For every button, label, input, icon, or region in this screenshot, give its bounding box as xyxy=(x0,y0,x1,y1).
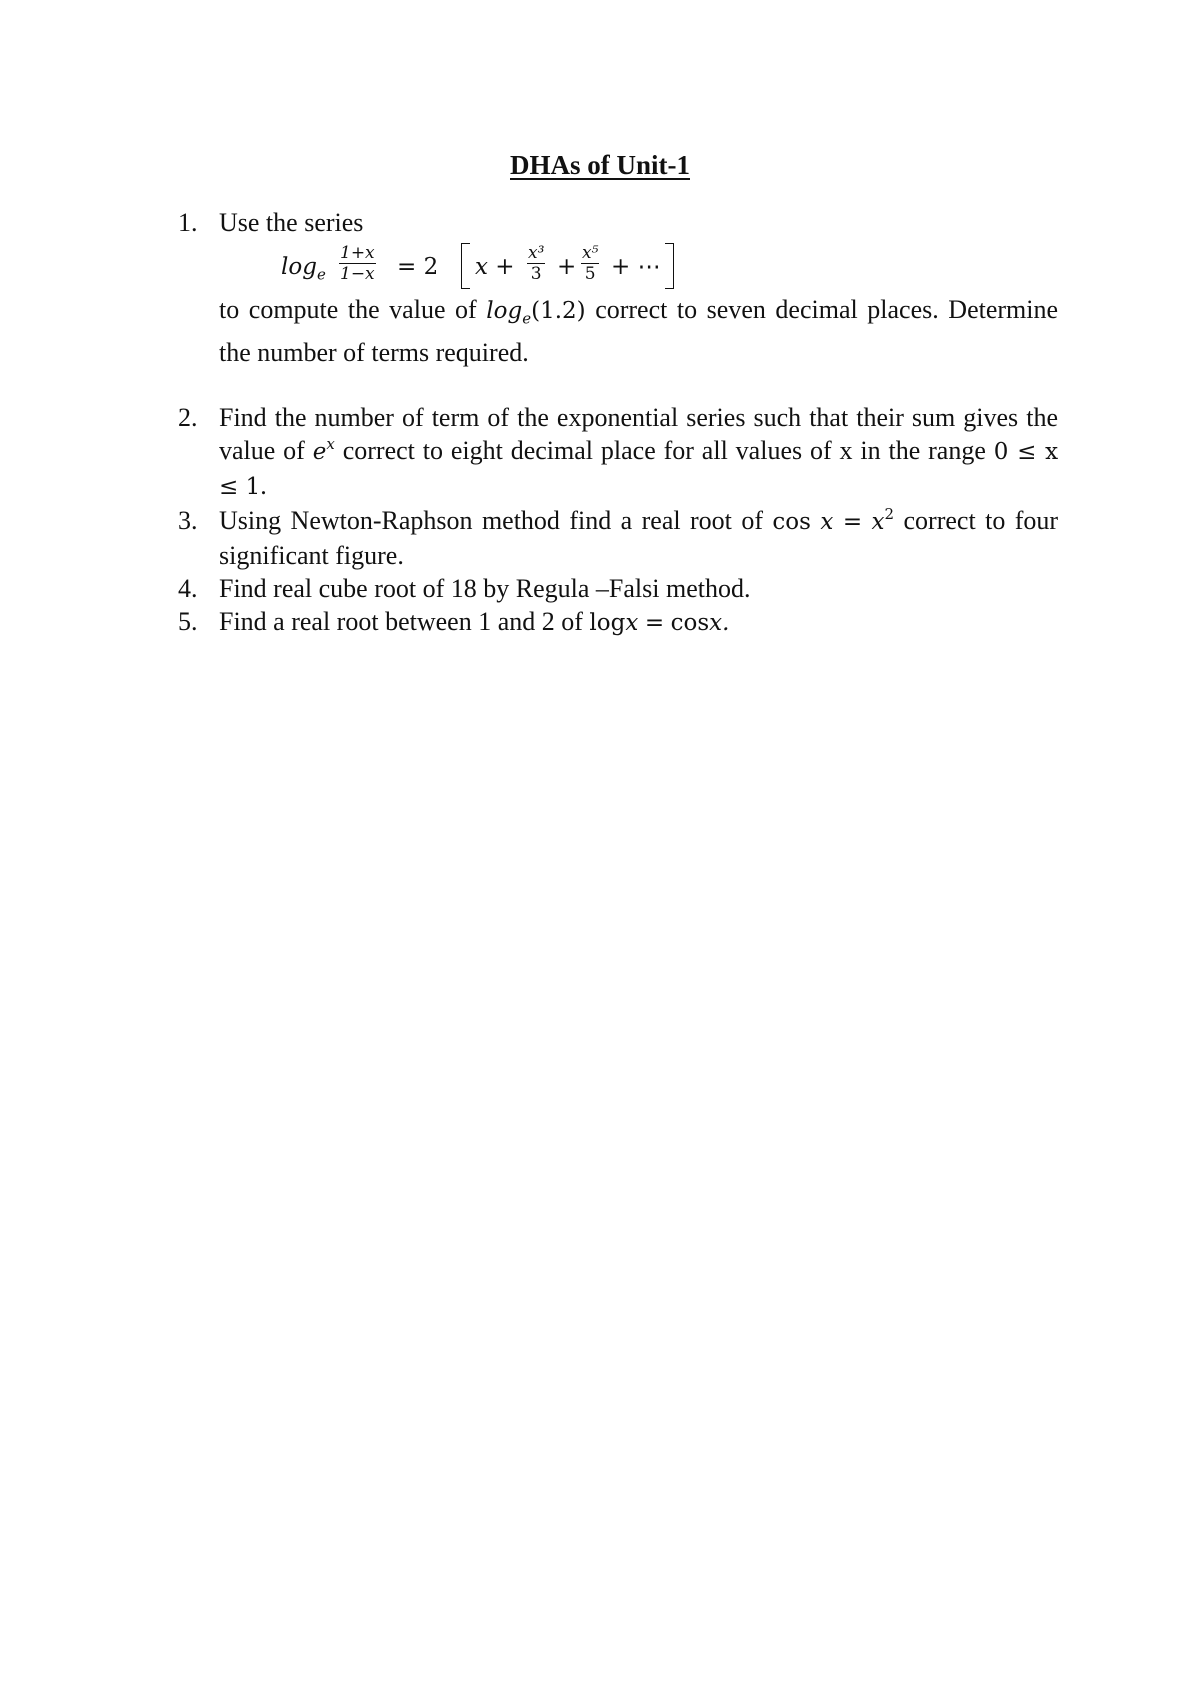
formula-plus1: + xyxy=(557,254,577,280)
formula-lhs-func: $\log_e$ xyxy=(281,254,326,284)
question-number: 4. xyxy=(178,573,198,603)
question-text: . xyxy=(260,470,267,500)
math-log: $\log_e(1.2)$ xyxy=(486,298,586,328)
formula-lhs-numerator: 1+x xyxy=(340,243,375,263)
question-text: Find a real root between 1 and 2 of xyxy=(219,606,583,636)
math-range: 0 ≤ x ≤ 1 xyxy=(219,438,1059,500)
question-1 xyxy=(178,206,1058,369)
question-5 xyxy=(178,605,1058,640)
question-text: correct to eight decimal place for all values of x in the range xyxy=(342,435,986,465)
formula-left-bracket xyxy=(461,243,470,289)
question-2 xyxy=(178,401,1058,504)
page-title: DHAs of Unit-1 xyxy=(510,150,690,180)
question-text: to compute the value of xyxy=(219,295,477,324)
formula-frac1 xyxy=(527,243,545,284)
formula-frac2 xyxy=(581,243,599,284)
question-text: Find real cube root of 18 by Regula –Falsi method. xyxy=(219,573,751,603)
question-text: Find the number of term of the exponential series such that their sum gives the value of xyxy=(219,402,1058,465)
formula-lhs-fraction xyxy=(339,243,376,284)
math-exp: $e^x$ xyxy=(312,434,335,465)
question-text: correct to seven decimal places. Determine the number of terms required. xyxy=(219,295,1059,367)
formula-lhs-denominator: 1−x xyxy=(340,264,375,284)
question-number: 5. xyxy=(178,606,198,636)
question-3-body xyxy=(219,504,1058,572)
formula-equals: = 2 xyxy=(397,254,439,280)
question-number: 1. xyxy=(178,208,198,237)
math-equation: $\cos x = x^2$ xyxy=(772,504,895,535)
formula-right-bracket xyxy=(665,243,674,289)
question-2-body xyxy=(219,401,1058,504)
question-4 xyxy=(178,572,1058,605)
question-text: correct to four significant figure. xyxy=(219,505,1059,570)
question-5-body xyxy=(219,605,1058,640)
question-text: Using Newton-Raphson method find a real root of xyxy=(219,505,763,535)
formula-term1: x + xyxy=(475,254,515,280)
formula-frac2-numerator: x⁵ xyxy=(582,243,599,263)
formula-lhs-sub: e xyxy=(316,265,326,284)
question-number: 3. xyxy=(178,505,198,535)
math-equation: logx = cosx. xyxy=(589,609,730,636)
formula-frac2-denominator: 5 xyxy=(584,264,596,284)
question-lead: Use the series xyxy=(219,208,364,237)
question-list xyxy=(178,206,1058,640)
spacer xyxy=(178,369,1058,401)
formula-frac1-numerator: x³ xyxy=(528,243,545,263)
formula-tail: + ⋯ xyxy=(611,254,661,280)
question-number: 2. xyxy=(178,402,198,432)
formula-frac1-denominator: 3 xyxy=(530,264,542,284)
series-formula xyxy=(281,239,1058,293)
question-3 xyxy=(178,504,1058,572)
question-1-body xyxy=(219,293,1058,369)
